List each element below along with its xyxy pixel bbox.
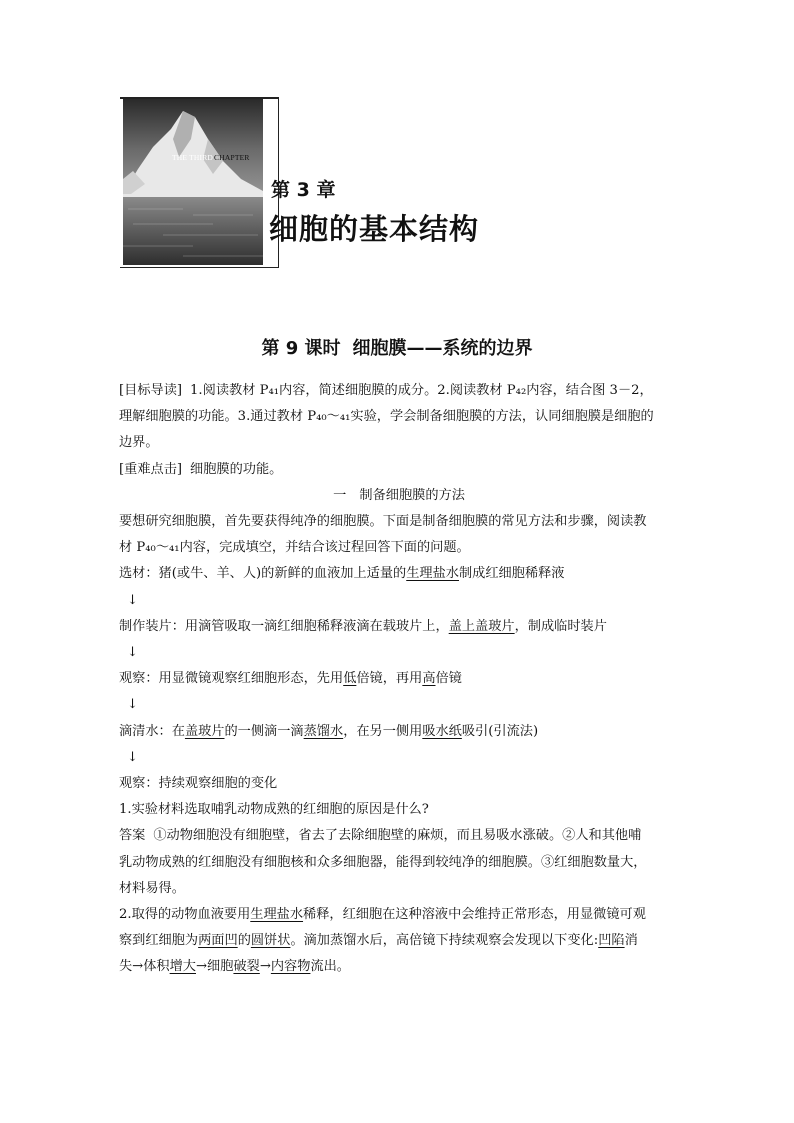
intro-line-2: 材 P₄₀～₄₁内容，完成填空，并结合该过程回答下面的问题。 [119,540,470,556]
step-mount: 制作装片：用滴管吸取一滴红细胞稀释液滴在载玻片上，盖上盖玻片，制成临时装片 [119,618,607,634]
key-points: [重难点击] 细胞膜的功能。 [119,461,283,477]
goals-line-3: 边界。 [119,435,159,451]
section-heading: 一 制备细胞膜的方法 [333,487,465,503]
chapter-title: 细胞的基本结构 [269,212,480,246]
step-observe: 观察：用显微镜观察红细胞形态，先用低倍镜，再用高倍镜 [119,671,462,687]
goals-line-2: 理解细胞膜的功能。3.通过教材 P₄₀～₄₁实验，学会制备细胞膜的方法，认同细胞膜是细胞的 [119,409,654,425]
document-body [119,378,679,981]
down-arrow-icon: ↓ [127,697,139,713]
step-add-water: 滴清水：在盖玻片的一侧滴一滴蒸馏水，在另一侧用吸水纸吸引(引流法) [119,723,539,739]
goals-line-1: [目标导读] 1.阅读教材 P₄₁内容，简述细胞膜的成分。2.阅读教材 P₄₂内容，结合图 3－2， [119,383,653,398]
answer-1-line-2: 乳动物成熟的红细胞没有细胞核和众多细胞器，能得到较纯净的细胞膜。③红细胞数量大， [119,854,647,870]
step-select: 选材：猪(或牛、羊、人)的新鲜的血液加上适量的生理盐水制成红细胞稀释液 [119,566,565,582]
answer-1-line-3: 材料易得。 [119,880,185,896]
down-arrow-icon: ↓ [127,592,139,608]
chapter-english-label: THE THIRDCHAPTER [172,153,250,162]
answer-1-line-1: 答案 ①动物细胞没有细胞壁，省去了去除细胞壁的麻烦，而且易吸水涨破。②人和其他哺 [119,828,642,844]
iceberg-image [123,99,263,265]
down-arrow-icon: ↓ [127,749,139,765]
question-2-line-2: 察到红细胞为两面凹的圆饼状。滴加蒸馏水后，高倍镜下持续观察会发现以下变化:凹陷消 [119,933,638,949]
lesson-title: 第 9 课时 细胞膜——系统的边界 [261,338,533,359]
down-arrow-icon: ↓ [127,645,139,661]
question-1: 1.实验材料选取哺乳动物成熟的红细胞的原因是什么? [119,802,429,818]
intro-line-1: 要想研究细胞膜，首先要获得纯净的细胞膜。下面是制备细胞膜的常见方法和步骤，阅读教 [119,514,647,530]
question-2-line-1: 2.取得的动物血液要用生理盐水稀释，红细胞在这种溶液中会维持正常形态，用显微镜可观 [119,907,646,923]
chapter-number: 第 3 章 [271,179,336,201]
step-continue-observe: 观察：持续观察细胞的变化 [119,776,278,792]
question-2-line-3: 失→体积增大→细胞破裂→内容物流出。 [119,959,350,975]
